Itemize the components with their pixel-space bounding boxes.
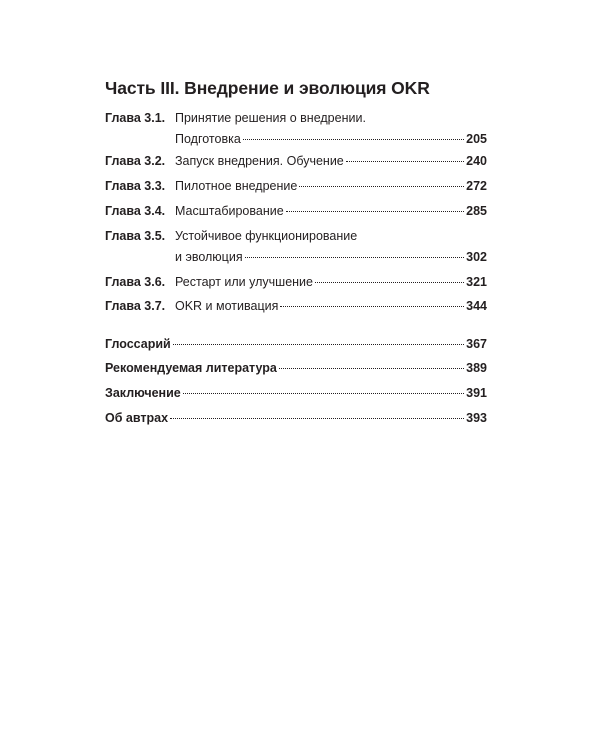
- chapter-number: Глава 3.4.: [105, 204, 166, 218]
- dot-leader: [286, 210, 464, 212]
- page-number: 272: [466, 179, 487, 193]
- page-number: 391: [466, 386, 487, 400]
- dot-leader: [280, 305, 464, 307]
- chapter-number: Глава 3.2.: [105, 154, 166, 168]
- chapter-title-line: и эволюция: [175, 250, 243, 264]
- toc-entry-about-authors[interactable]: [105, 408, 487, 429]
- toc-entry-recommended-literature[interactable]: [105, 358, 487, 379]
- dot-leader: [299, 185, 464, 187]
- page-number: 240: [466, 154, 487, 168]
- chapter-title-line: Масштабирование: [175, 204, 284, 218]
- toc-entry-glossary[interactable]: [105, 334, 487, 355]
- page-number: 367: [466, 337, 487, 351]
- page-number: 302: [466, 250, 487, 264]
- chapter-title-line: Устойчивое функционирование: [175, 229, 358, 243]
- dot-leader: [243, 138, 464, 140]
- dot-leader: [183, 392, 464, 394]
- chapter-title-line: Пилотное внедрение: [175, 179, 298, 193]
- entry-title: Заключение: [105, 386, 181, 400]
- entry-title: Об автрах: [105, 411, 169, 425]
- dot-leader: [170, 417, 464, 419]
- chapter-number: Глава 3.5.: [105, 229, 166, 243]
- page-number: 321: [466, 275, 487, 289]
- page-number: 205: [466, 132, 487, 146]
- page-number: 285: [466, 204, 487, 218]
- chapter-title-line: OKR и мотивация: [175, 299, 279, 313]
- chapter-title-line: Рестарт или улучшение: [175, 275, 313, 289]
- chapter-number: Глава 3.3.: [105, 179, 166, 193]
- entry-title: Рекомендуемая литература: [105, 361, 277, 375]
- chapter-title-line: Принятие решения о внедрении.: [175, 111, 366, 125]
- page-number: 393: [466, 411, 487, 425]
- dot-leader: [173, 343, 464, 345]
- page-number: 389: [466, 361, 487, 375]
- chapter-number: Глава 3.7.: [105, 299, 166, 313]
- dot-leader: [346, 160, 464, 162]
- dot-leader: [315, 281, 464, 283]
- entry-title: Глоссарий: [105, 337, 171, 351]
- toc-entry-conclusion[interactable]: [105, 383, 487, 404]
- chapter-number: Глава 3.1.: [105, 111, 166, 125]
- part-title: Часть III. Внедрение и эволюция OKR: [105, 78, 430, 98]
- chapter-number: Глава 3.6.: [105, 275, 166, 289]
- dot-leader: [279, 367, 464, 369]
- chapter-title-line: Запуск внедрения. Обучение: [175, 154, 344, 168]
- chapter-title-line: Подготовка: [175, 132, 241, 146]
- page-number: 344: [466, 299, 487, 313]
- dot-leader: [245, 256, 465, 258]
